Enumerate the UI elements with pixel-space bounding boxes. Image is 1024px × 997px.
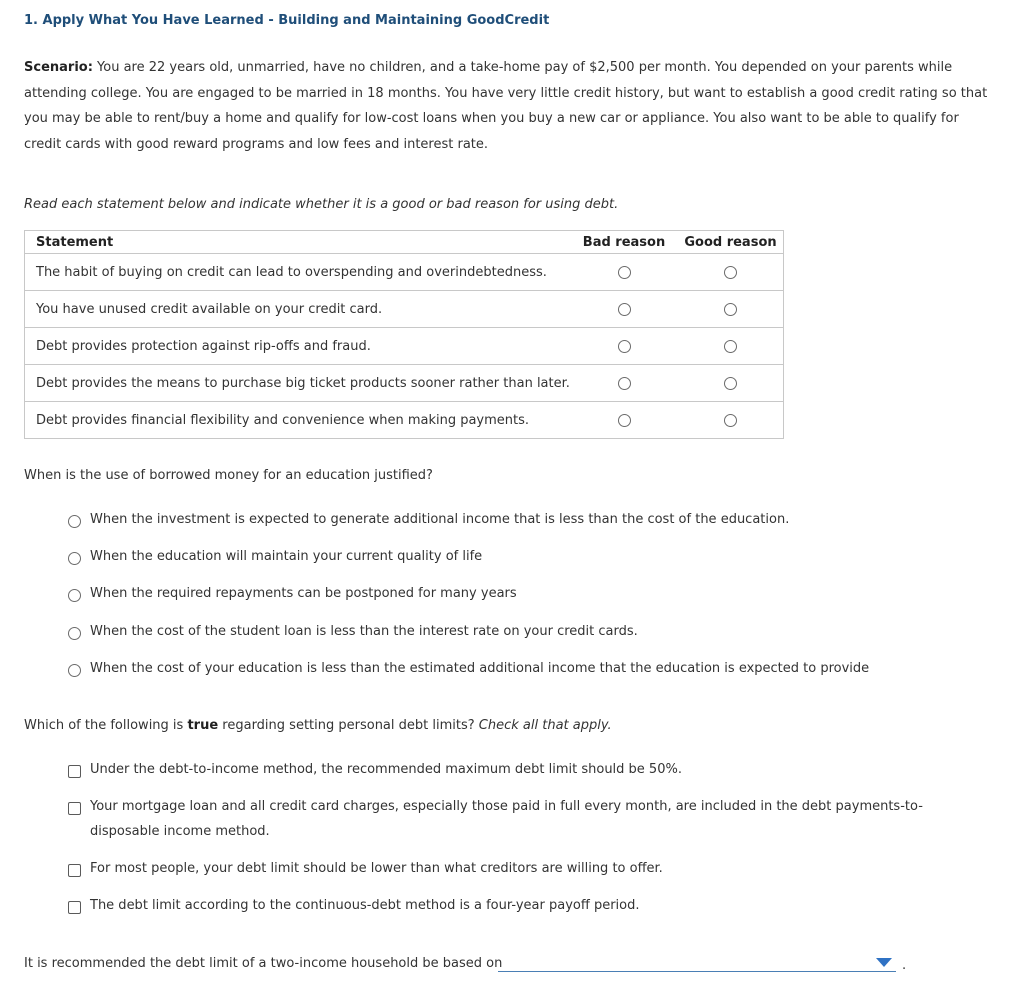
statement-text: You have unused credit available on your credit card. xyxy=(25,291,571,328)
table-row xyxy=(25,402,784,439)
question-prefix: Which of the following is xyxy=(24,718,188,733)
good-reason-column-header: Good reason xyxy=(678,231,784,254)
table-row xyxy=(25,365,784,402)
option-radio[interactable] xyxy=(68,552,81,565)
good-reason-radio[interactable] xyxy=(724,303,737,316)
statement-text: Debt provides the means to purchase big ticket products sooner rather than later. xyxy=(25,365,571,402)
option-radio[interactable] xyxy=(68,589,81,602)
debt-limit-option[interactable] xyxy=(68,862,663,881)
option-label: When the required repayments can be postponed for many years xyxy=(90,586,517,601)
option-radio[interactable] xyxy=(68,664,81,677)
bad-reason-column-header: Bad reason xyxy=(570,231,678,254)
option-label: The debt limit according to the continuous-debt method is a four-year payoff period. xyxy=(90,898,640,913)
statement-text: The habit of buying on credit can lead to overspending and overindebtedness. xyxy=(25,254,571,291)
good-reason-radio[interactable] xyxy=(724,340,737,353)
table-row xyxy=(25,328,784,365)
statement-column-header: Statement xyxy=(25,231,571,254)
option-radio[interactable] xyxy=(68,627,81,640)
statement-text: Debt provides financial flexibility and convenience when making payments. xyxy=(36,412,530,428)
question-instruction: Check all that apply. xyxy=(478,718,612,733)
education-option[interactable] xyxy=(68,662,869,681)
option-label: For most people, your debt limit should be lower than what creditors are willing to offer. xyxy=(90,861,663,876)
debt-limit-option[interactable] xyxy=(68,899,640,918)
table-row xyxy=(25,254,784,291)
option-checkbox[interactable] xyxy=(68,765,81,778)
question-middle: regarding setting personal debt limits? xyxy=(218,718,479,733)
bad-reason-radio[interactable] xyxy=(618,377,631,390)
chevron-down-icon xyxy=(876,958,892,967)
bad-reason-radio[interactable] xyxy=(618,414,631,427)
scenario-paragraph xyxy=(24,55,996,157)
education-option[interactable] xyxy=(68,587,517,606)
table-header-row xyxy=(25,231,784,254)
bad-reason-radio[interactable] xyxy=(618,266,631,279)
statement-table xyxy=(24,230,784,439)
bad-reason-radio[interactable] xyxy=(618,303,631,316)
table-row xyxy=(25,291,784,328)
education-option[interactable] xyxy=(68,513,789,532)
sentence-period: . xyxy=(902,958,907,973)
option-label: When the cost of the student loan is less than the interest rate on your credit cards. xyxy=(90,624,638,639)
education-option[interactable] xyxy=(68,625,638,644)
option-checkbox[interactable] xyxy=(68,802,81,815)
option-radio[interactable] xyxy=(68,515,81,528)
debt-limit-option[interactable] xyxy=(68,800,983,844)
good-reason-radio[interactable] xyxy=(724,377,737,390)
table-instruction: Read each statement below and indicate whether it is a good or bad reason for using debt. xyxy=(24,197,619,212)
statement-text: Debt provides protection against rip-offs and fraud. xyxy=(25,328,571,365)
option-label: When the education will maintain your current quality of life xyxy=(90,549,483,564)
education-option[interactable] xyxy=(68,550,482,569)
scenario-label: Scenario: xyxy=(24,60,93,75)
two-income-question: It is recommended the debt limit of a two-income household be based on xyxy=(24,956,503,971)
two-income-dropdown[interactable] xyxy=(498,955,896,972)
option-checkbox[interactable] xyxy=(68,901,81,914)
good-reason-radio[interactable] xyxy=(724,266,737,279)
good-reason-radio[interactable] xyxy=(724,414,737,427)
bad-reason-radio[interactable] xyxy=(618,340,631,353)
option-label: When the investment is expected to generate additional income that is less than the cost of the education. xyxy=(90,512,790,527)
debt-limit-option[interactable] xyxy=(68,763,682,782)
option-label: Under the debt-to-income method, the recommended maximum debt limit should be 50%. xyxy=(90,762,682,777)
option-label: Your mortgage loan and all credit card charges, especially those paid in full every month, are included in the debt payments-to-disposable income method. xyxy=(90,799,923,839)
option-label: When the cost of your education is less than the estimated additional income that the education is expected to provide xyxy=(90,661,870,676)
scenario-text: You are 22 years old, unmarried, have no children, and a take-home pay of $2,500 per month. You depended on your parents while attending college. You are engaged to be married in 18 months. You have very little credit history, but want to establish a good credit rating so that you may be able to rent/buy a home and qualify for low-cost loans when you buy a new car or appliance. You also want to be able to qualify for credit cards with good reward programs and low fees and interest rate. xyxy=(24,60,988,152)
option-checkbox[interactable] xyxy=(68,864,81,877)
page-title: 1. Apply What You Have Learned - Building and Maintaining GoodCredit xyxy=(24,13,550,28)
question-emphasis: true xyxy=(187,718,219,733)
debt-limits-question xyxy=(24,718,612,733)
education-question: When is the use of borrowed money for an education justified? xyxy=(24,468,433,483)
